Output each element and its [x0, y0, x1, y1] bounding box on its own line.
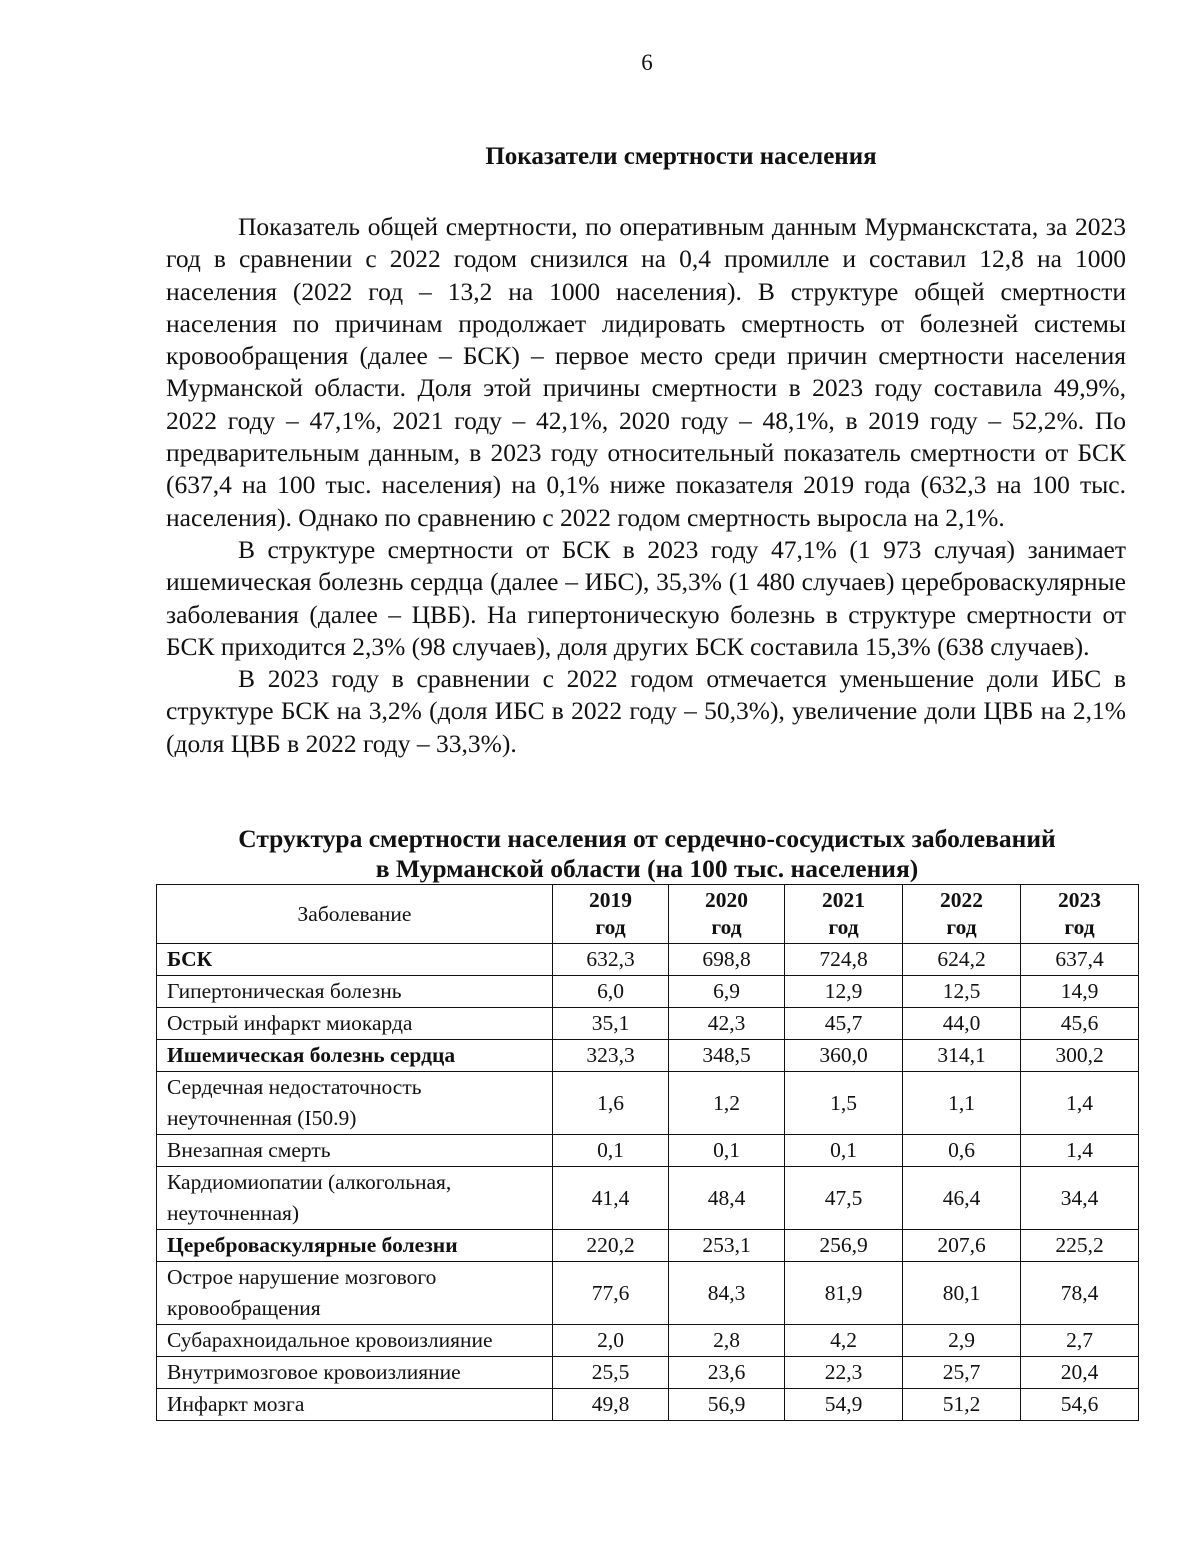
rate-value-cell: 54,9 — [785, 1389, 903, 1421]
disease-name-cell: Субарахноидальное кровоизлияние — [157, 1325, 553, 1357]
rate-value-cell: 84,3 — [669, 1262, 785, 1325]
rate-value-cell: 54,6 — [1021, 1389, 1139, 1421]
rate-value-cell: 1,5 — [785, 1072, 903, 1135]
table-row — [157, 1230, 1139, 1262]
table-body — [157, 944, 1139, 1421]
rate-value-cell: 35,1 — [553, 1008, 669, 1040]
rate-value-cell: 81,9 — [785, 1262, 903, 1325]
rate-value-cell: 48,4 — [669, 1167, 785, 1230]
rate-value-cell: 0,1 — [553, 1135, 669, 1167]
year-unit: год — [595, 915, 626, 939]
table-row — [157, 1072, 1139, 1135]
rate-value-cell: 253,1 — [669, 1230, 785, 1262]
body-text — [166, 211, 1126, 760]
rate-value-cell: 78,4 — [1021, 1262, 1139, 1325]
rate-value-cell: 42,3 — [669, 1008, 785, 1040]
table-caption — [156, 824, 1138, 884]
paragraph: Показатель общей смертности, по оперативным данным Мурманскстата, за 2023 год в сравнении с 2022 годом снизился на 0,4 промилле и составил 12,8 на 1000 населения (2022 год – 13,2 на 1000 населения). В структуре общей смертности населения по причинам продолжает лидировать смертность от болезней системы кровообращения (далее – БСК) – первое место среди причин смертности населения Мурманской области. Доля этой причины смертности в 2023 году составила 49,9%, 2022 году – 47,1%, 2021 году – 42,1%, 2020 году – 48,1%, в 2019 году – 52,2%. По предварительным данным, в 2023 году относительный показатель смертности от БСК (637,4 на 100 тыс. населения) на 0,1% ниже показателя 2019 года (632,3 на 100 тыс. населения). Однако по сравнению с 2022 годом смертность выросла на 2,1%. — [166, 212, 1126, 532]
year-unit: год — [1064, 915, 1095, 939]
rate-value-cell: 2,9 — [903, 1325, 1021, 1357]
rate-value-cell: 41,4 — [553, 1167, 669, 1230]
table-caption-line-2: в Мурманской области (на 100 тыс. населения) — [375, 854, 919, 883]
disease-name-cell: Ишемическая болезнь сердца — [157, 1040, 553, 1072]
rate-value-cell: 12,9 — [785, 976, 903, 1008]
rate-value-cell: 1,2 — [669, 1072, 785, 1135]
rate-value-cell: 12,5 — [903, 976, 1021, 1008]
rate-value-cell: 44,0 — [903, 1008, 1021, 1040]
rate-value-cell: 698,8 — [669, 944, 785, 976]
rate-value-cell: 45,6 — [1021, 1008, 1139, 1040]
rate-value-cell: 14,9 — [1021, 976, 1139, 1008]
rate-value-cell: 632,3 — [553, 944, 669, 976]
table-header-row — [157, 885, 1139, 944]
disease-name-cell: Кардиомиопатии (алкогольная, неуточненная) — [157, 1167, 553, 1230]
table-row — [157, 944, 1139, 976]
rate-value-cell: 34,4 — [1021, 1167, 1139, 1230]
rate-value-cell: 314,1 — [903, 1040, 1021, 1072]
rate-value-cell: 637,4 — [1021, 944, 1139, 976]
column-header-disease: Заболевание — [157, 885, 553, 944]
paragraph: В структуре смертности от БСК в 2023 году 47,1% (1 973 случая) занимает ишемическая болезнь сердца (далее – ИБС), 35,3% (1 480 случаев) цереброваскулярные заболевания (далее – ЦВБ). На гипертоническую болезнь в структуре смертности от БСК приходится 2,3% (98 случаев), доля других БСК составила 15,3% (638 случаев). — [166, 534, 1126, 661]
year-value: 2019 — [589, 888, 632, 912]
rate-value-cell: 2,0 — [553, 1325, 669, 1357]
year-unit: год — [828, 915, 859, 939]
rate-value-cell: 220,2 — [553, 1230, 669, 1262]
page-number: 6 — [641, 50, 653, 75]
rate-value-cell: 22,3 — [785, 1357, 903, 1389]
rate-value-cell: 0,1 — [669, 1135, 785, 1167]
rate-value-cell: 225,2 — [1021, 1230, 1139, 1262]
rate-value-cell: 45,7 — [785, 1008, 903, 1040]
table-row — [157, 1389, 1139, 1421]
rate-value-cell: 360,0 — [785, 1040, 903, 1072]
rate-value-cell: 323,3 — [553, 1040, 669, 1072]
table-row — [157, 1262, 1139, 1325]
table-row — [157, 1135, 1139, 1167]
rate-value-cell: 23,6 — [669, 1357, 785, 1389]
disease-name-cell: Гипертоническая болезнь — [157, 976, 553, 1008]
section-title: Показатели смертности населения — [485, 143, 877, 170]
column-header-year — [1021, 885, 1139, 944]
rate-value-cell: 724,8 — [785, 944, 903, 976]
disease-name-cell: Острое нарушение мозгового кровообращения — [157, 1262, 553, 1325]
mortality-table — [156, 884, 1139, 1421]
paragraph: В 2023 году в сравнении с 2022 годом отмечается уменьшение доли ИБС в структуре БСК на 3,2% (доля ИБС в 2022 году – 50,3%), увеличение доли ЦВБ на 2,1% (доля ЦВБ в 2022 году – 33,3%). — [166, 664, 1126, 758]
rate-value-cell: 300,2 — [1021, 1040, 1139, 1072]
year-value: 2023 — [1058, 888, 1101, 912]
rate-value-cell: 6,9 — [669, 976, 785, 1008]
rate-value-cell: 20,4 — [1021, 1357, 1139, 1389]
rate-value-cell: 1,1 — [903, 1072, 1021, 1135]
rate-value-cell: 25,7 — [903, 1357, 1021, 1389]
rate-value-cell: 46,4 — [903, 1167, 1021, 1230]
table-row — [157, 1167, 1139, 1230]
rate-value-cell: 2,8 — [669, 1325, 785, 1357]
rate-value-cell: 51,2 — [903, 1389, 1021, 1421]
rate-value-cell: 49,8 — [553, 1389, 669, 1421]
column-header-year — [553, 885, 669, 944]
rate-value-cell: 80,1 — [903, 1262, 1021, 1325]
rate-value-cell: 6,0 — [553, 976, 669, 1008]
table-row — [157, 976, 1139, 1008]
table-row — [157, 1357, 1139, 1389]
disease-name-cell: БСК — [157, 944, 553, 976]
rate-value-cell: 25,5 — [553, 1357, 669, 1389]
disease-name-cell: Внезапная смерть — [157, 1135, 553, 1167]
disease-name-cell: Сердечная недостаточность неуточненная (I50.9) — [157, 1072, 553, 1135]
year-unit: год — [946, 915, 977, 939]
disease-name-cell: Цереброваскулярные болезни — [157, 1230, 553, 1262]
rate-value-cell: 4,2 — [785, 1325, 903, 1357]
table-caption-line-1: Структура смертности населения от сердечно-сосудистых заболеваний — [238, 824, 1056, 853]
rate-value-cell: 348,5 — [669, 1040, 785, 1072]
rate-value-cell: 77,6 — [553, 1262, 669, 1325]
year-value: 2020 — [705, 888, 748, 912]
year-value: 2021 — [822, 888, 865, 912]
rate-value-cell: 256,9 — [785, 1230, 903, 1262]
table-row — [157, 1325, 1139, 1357]
disease-name-cell: Инфаркт мозга — [157, 1389, 553, 1421]
table-row — [157, 1008, 1139, 1040]
rate-value-cell: 1,6 — [553, 1072, 669, 1135]
rate-value-cell: 1,4 — [1021, 1135, 1139, 1167]
disease-name-cell: Острый инфаркт миокарда — [157, 1008, 553, 1040]
rate-value-cell: 2,7 — [1021, 1325, 1139, 1357]
year-value: 2022 — [940, 888, 983, 912]
rate-value-cell: 1,4 — [1021, 1072, 1139, 1135]
column-header-year — [903, 885, 1021, 944]
rate-value-cell: 0,1 — [785, 1135, 903, 1167]
column-header-year — [785, 885, 903, 944]
table-row — [157, 1040, 1139, 1072]
rate-value-cell: 624,2 — [903, 944, 1021, 976]
rate-value-cell: 47,5 — [785, 1167, 903, 1230]
rate-value-cell: 0,6 — [903, 1135, 1021, 1167]
year-unit: год — [711, 915, 742, 939]
disease-name-cell: Внутримозговое кровоизлияние — [157, 1357, 553, 1389]
column-header-year — [669, 885, 785, 944]
rate-value-cell: 56,9 — [669, 1389, 785, 1421]
rate-value-cell: 207,6 — [903, 1230, 1021, 1262]
